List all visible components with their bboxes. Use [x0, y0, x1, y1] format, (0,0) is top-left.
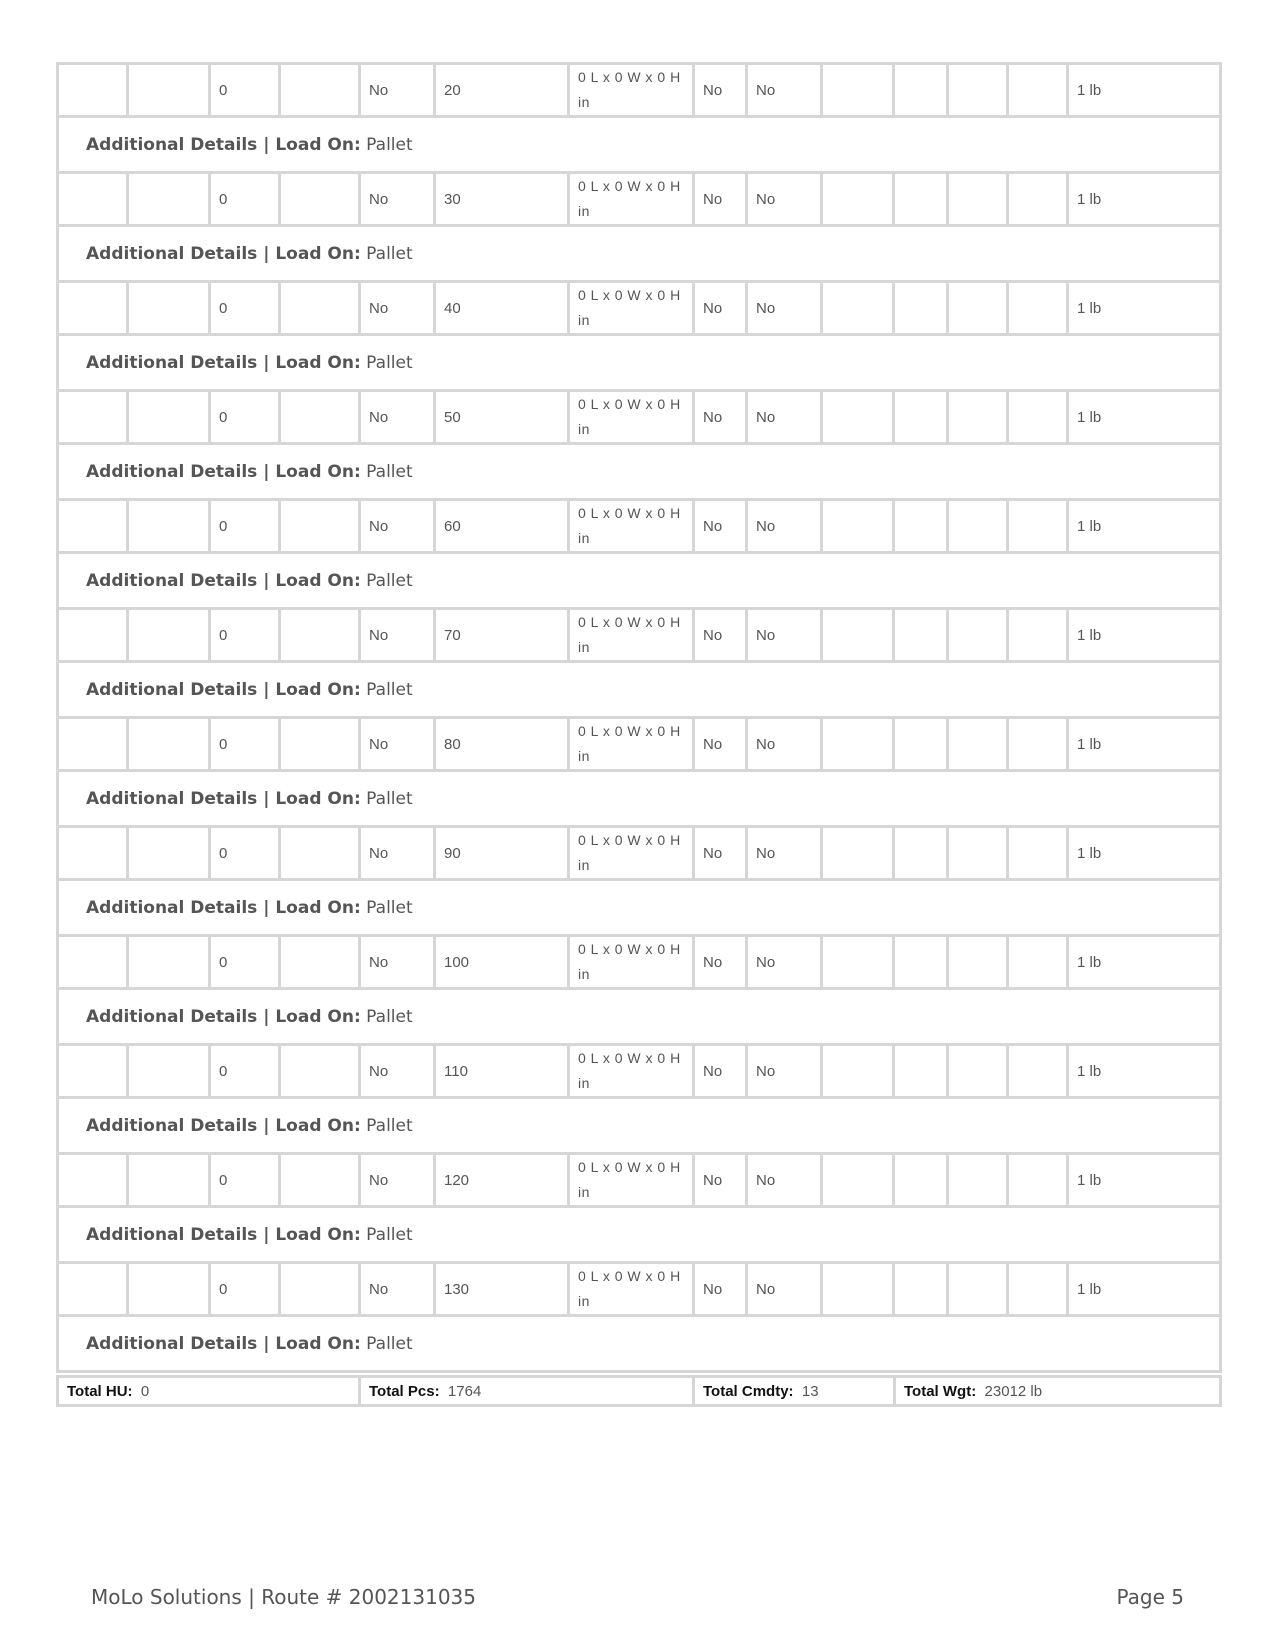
table-cell: No [694, 64, 747, 117]
table-row [58, 391, 1221, 444]
additional-details-row [58, 1098, 1221, 1154]
additional-details-cell [58, 662, 1221, 718]
table-cell: 0 [210, 64, 280, 117]
additional-details-label: Additional Details | Load On: [86, 1115, 361, 1136]
table-cell [948, 173, 1008, 226]
table-cell: 1 lb [1068, 282, 1221, 335]
table-cell: No [747, 173, 822, 226]
commodity-table-body [58, 64, 1221, 1372]
table-cell: 110 [435, 1045, 569, 1098]
table-cell [894, 1045, 948, 1098]
table-cell [128, 64, 210, 117]
additional-details-label: Additional Details | Load On: [86, 352, 361, 373]
table-cell: No [360, 718, 435, 771]
table-cell: 0 [210, 173, 280, 226]
additional-details-row [58, 989, 1221, 1045]
table-cell: 1 lb [1068, 64, 1221, 117]
additional-details-row [58, 1316, 1221, 1372]
table-cell: 0 [210, 500, 280, 553]
table-cell [280, 1045, 360, 1098]
table-cell: No [747, 718, 822, 771]
additional-details-label: Additional Details | Load On: [86, 679, 361, 700]
table-cell: 0 [210, 827, 280, 880]
table-cell: No [747, 282, 822, 335]
additional-details-cell [58, 226, 1221, 282]
table-cell: No [360, 64, 435, 117]
table-cell: 90 [435, 827, 569, 880]
additional-details-label: Additional Details | Load On: [86, 1224, 361, 1245]
table-cell: No [747, 64, 822, 117]
table-cell [1008, 1045, 1068, 1098]
table-cell: No [747, 1154, 822, 1207]
load-on-value: Pallet [366, 134, 413, 155]
table-row [58, 718, 1221, 771]
table-cell: No [747, 827, 822, 880]
table-cell [58, 282, 128, 335]
additional-details-label: Additional Details | Load On: [86, 461, 361, 482]
table-cell [948, 1045, 1008, 1098]
table-cell [128, 609, 210, 662]
additional-details-row [58, 553, 1221, 609]
table-cell: 20 [435, 64, 569, 117]
additional-details-cell [58, 1207, 1221, 1263]
table-cell: 0 L x 0 W x 0 H in [569, 391, 694, 444]
table-cell [822, 391, 894, 444]
additional-details-row [58, 771, 1221, 827]
table-cell [58, 936, 128, 989]
table-cell: 0 [210, 1263, 280, 1316]
table-cell [280, 1154, 360, 1207]
table-cell: 40 [435, 282, 569, 335]
table-cell [58, 718, 128, 771]
table-cell [822, 500, 894, 553]
load-on-value: Pallet [366, 788, 413, 809]
table-cell [894, 391, 948, 444]
table-cell [128, 1263, 210, 1316]
table-cell [948, 827, 1008, 880]
table-cell [280, 173, 360, 226]
table-row [58, 936, 1221, 989]
table-cell: 0 L x 0 W x 0 H in [569, 173, 694, 226]
table-cell: 120 [435, 1154, 569, 1207]
additional-details-label: Additional Details | Load On: [86, 243, 361, 264]
table-cell: 0 L x 0 W x 0 H in [569, 718, 694, 771]
total-cmdty-label: Total Cmdty: [703, 1382, 794, 1400]
load-on-value: Pallet [366, 570, 413, 591]
table-cell: 30 [435, 173, 569, 226]
commodity-table [56, 62, 1222, 1373]
table-row [58, 1263, 1221, 1316]
table-cell [1008, 500, 1068, 553]
table-cell: No [360, 282, 435, 335]
table-cell [280, 827, 360, 880]
table-cell: No [694, 1154, 747, 1207]
table-cell [822, 609, 894, 662]
additional-details-cell [58, 117, 1221, 173]
load-on-value: Pallet [366, 461, 413, 482]
table-cell: No [360, 500, 435, 553]
additional-details-label: Additional Details | Load On: [86, 134, 361, 155]
table-cell: 0 [210, 391, 280, 444]
table-cell: 1 lb [1068, 1045, 1221, 1098]
table-cell: 0 L x 0 W x 0 H in [569, 827, 694, 880]
table-cell [128, 282, 210, 335]
table-cell: No [747, 1045, 822, 1098]
table-cell [128, 827, 210, 880]
table-cell [948, 500, 1008, 553]
table-cell: 0 L x 0 W x 0 H in [569, 500, 694, 553]
table-cell: 0 [210, 1045, 280, 1098]
table-cell: No [360, 173, 435, 226]
table-cell: 1 lb [1068, 173, 1221, 226]
table-cell [822, 64, 894, 117]
table-cell [948, 609, 1008, 662]
table-cell [280, 718, 360, 771]
additional-details-row [58, 444, 1221, 500]
table-cell: No [360, 391, 435, 444]
load-on-value: Pallet [366, 1115, 413, 1136]
table-cell [894, 173, 948, 226]
totals-row [56, 1375, 1222, 1407]
table-cell: No [360, 609, 435, 662]
table-cell: 1 lb [1068, 718, 1221, 771]
table-row [58, 173, 1221, 226]
total-hu [58, 1377, 360, 1406]
table-cell: 1 lb [1068, 1154, 1221, 1207]
table-cell [1008, 1154, 1068, 1207]
table-cell: No [694, 1045, 747, 1098]
table-cell: No [694, 282, 747, 335]
table-cell [128, 391, 210, 444]
table-cell: 1 lb [1068, 609, 1221, 662]
table-cell: 0 L x 0 W x 0 H in [569, 1045, 694, 1098]
table-cell [822, 1154, 894, 1207]
table-cell [894, 609, 948, 662]
table-cell: No [747, 936, 822, 989]
additional-details-cell [58, 1098, 1221, 1154]
load-on-value: Pallet [366, 243, 413, 264]
additional-details-row [58, 880, 1221, 936]
table-cell [128, 173, 210, 226]
table-cell [894, 1154, 948, 1207]
table-cell: 0 [210, 718, 280, 771]
table-cell [58, 609, 128, 662]
table-cell: No [360, 936, 435, 989]
table-cell: No [360, 1263, 435, 1316]
additional-details-cell [58, 444, 1221, 500]
table-cell: 1 lb [1068, 500, 1221, 553]
table-cell [1008, 609, 1068, 662]
table-cell [58, 1263, 128, 1316]
load-on-value: Pallet [366, 897, 413, 918]
additional-details-label: Additional Details | Load On: [86, 570, 361, 591]
additional-details-cell [58, 1316, 1221, 1372]
table-cell [822, 827, 894, 880]
table-cell [822, 173, 894, 226]
additional-details-cell [58, 553, 1221, 609]
footer-page-number: Page 5 [1116, 1585, 1184, 1609]
table-cell: No [694, 1263, 747, 1316]
table-cell [1008, 64, 1068, 117]
table-cell [1008, 391, 1068, 444]
table-cell [894, 282, 948, 335]
table-cell: No [747, 1263, 822, 1316]
additional-details-label: Additional Details | Load On: [86, 1333, 361, 1354]
table-cell: No [747, 609, 822, 662]
total-hu-value: 0 [140, 1382, 150, 1400]
additional-details-cell [58, 771, 1221, 827]
table-cell [1008, 718, 1068, 771]
load-on-value: Pallet [366, 352, 413, 373]
table-cell [58, 391, 128, 444]
table-cell [280, 500, 360, 553]
table-cell [280, 936, 360, 989]
table-cell [822, 282, 894, 335]
table-cell [948, 64, 1008, 117]
table-cell [58, 173, 128, 226]
additional-details-row [58, 226, 1221, 282]
total-wgt-label: Total Wgt: [904, 1382, 977, 1400]
table-cell [58, 1154, 128, 1207]
total-pcs [360, 1377, 694, 1406]
table-cell: No [747, 500, 822, 553]
table-cell [128, 936, 210, 989]
table-cell [948, 391, 1008, 444]
total-pcs-value: 1764 [447, 1382, 482, 1400]
table-row [58, 609, 1221, 662]
table-cell: No [694, 500, 747, 553]
table-cell [128, 1154, 210, 1207]
table-cell: 1 lb [1068, 827, 1221, 880]
table-cell [822, 1263, 894, 1316]
table-cell: No [747, 391, 822, 444]
additional-details-label: Additional Details | Load On: [86, 788, 361, 809]
table-cell [280, 282, 360, 335]
table-cell [58, 500, 128, 553]
load-on-value: Pallet [366, 1224, 413, 1245]
total-wgt [895, 1377, 1221, 1406]
table-cell: 60 [435, 500, 569, 553]
table-row [58, 64, 1221, 117]
table-cell: 70 [435, 609, 569, 662]
table-cell [894, 1263, 948, 1316]
table-cell [280, 64, 360, 117]
table-cell [894, 64, 948, 117]
table-cell: No [694, 718, 747, 771]
additional-details-cell [58, 335, 1221, 391]
table-cell [280, 391, 360, 444]
table-cell [128, 1045, 210, 1098]
total-cmdty-value: 13 [801, 1382, 819, 1400]
table-cell: 0 [210, 1154, 280, 1207]
table-cell: 1 lb [1068, 391, 1221, 444]
additional-details-row [58, 662, 1221, 718]
table-cell: 1 lb [1068, 1263, 1221, 1316]
load-on-value: Pallet [366, 1333, 413, 1354]
table-cell [948, 282, 1008, 335]
table-cell: No [360, 1045, 435, 1098]
table-cell: No [694, 609, 747, 662]
table-cell [280, 609, 360, 662]
table-cell [948, 1154, 1008, 1207]
table-cell [58, 64, 128, 117]
table-cell: 0 L x 0 W x 0 H in [569, 1154, 694, 1207]
table-cell [1008, 282, 1068, 335]
table-cell [894, 827, 948, 880]
table-cell: 80 [435, 718, 569, 771]
table-row [58, 827, 1221, 880]
table-row [58, 282, 1221, 335]
additional-details-row [58, 335, 1221, 391]
table-cell [280, 1263, 360, 1316]
total-wgt-value: 23012 lb [984, 1382, 1043, 1400]
table-cell: 50 [435, 391, 569, 444]
load-on-value: Pallet [366, 1006, 413, 1027]
table-cell: 0 L x 0 W x 0 H in [569, 936, 694, 989]
additional-details-label: Additional Details | Load On: [86, 1006, 361, 1027]
table-cell [1008, 173, 1068, 226]
table-cell: 100 [435, 936, 569, 989]
table-row [58, 500, 1221, 553]
table-cell: 0 [210, 282, 280, 335]
total-cmdty [694, 1377, 895, 1406]
table-row [58, 1045, 1221, 1098]
table-cell [128, 500, 210, 553]
additional-details-label: Additional Details | Load On: [86, 897, 361, 918]
table-cell [948, 936, 1008, 989]
additional-details-cell [58, 880, 1221, 936]
table-cell [58, 827, 128, 880]
table-cell: 0 [210, 936, 280, 989]
additional-details-cell [58, 989, 1221, 1045]
table-cell [128, 718, 210, 771]
additional-details-row [58, 1207, 1221, 1263]
table-cell: 130 [435, 1263, 569, 1316]
table-cell [1008, 827, 1068, 880]
table-cell [822, 718, 894, 771]
table-cell: No [360, 827, 435, 880]
total-pcs-label: Total Pcs: [369, 1382, 440, 1400]
table-cell [948, 718, 1008, 771]
table-cell [58, 1045, 128, 1098]
table-cell [822, 936, 894, 989]
table-cell: 1 lb [1068, 936, 1221, 989]
table-cell: 0 L x 0 W x 0 H in [569, 1263, 694, 1316]
table-cell: 0 L x 0 W x 0 H in [569, 64, 694, 117]
table-cell [894, 718, 948, 771]
table-cell [1008, 1263, 1068, 1316]
table-cell: 0 [210, 609, 280, 662]
load-on-value: Pallet [366, 679, 413, 700]
footer-route: MoLo Solutions | Route # 2002131035 [91, 1585, 476, 1609]
table-row [58, 1154, 1221, 1207]
additional-details-row [58, 117, 1221, 173]
total-hu-label: Total HU: [67, 1382, 133, 1400]
table-cell [894, 500, 948, 553]
table-cell [1008, 936, 1068, 989]
table-cell: No [694, 936, 747, 989]
table-cell: No [694, 827, 747, 880]
table-cell: 0 L x 0 W x 0 H in [569, 609, 694, 662]
table-cell [948, 1263, 1008, 1316]
table-cell: No [694, 391, 747, 444]
table-cell [894, 936, 948, 989]
table-cell: No [360, 1154, 435, 1207]
table-cell: 0 L x 0 W x 0 H in [569, 282, 694, 335]
table-cell [822, 1045, 894, 1098]
table-cell: No [694, 173, 747, 226]
